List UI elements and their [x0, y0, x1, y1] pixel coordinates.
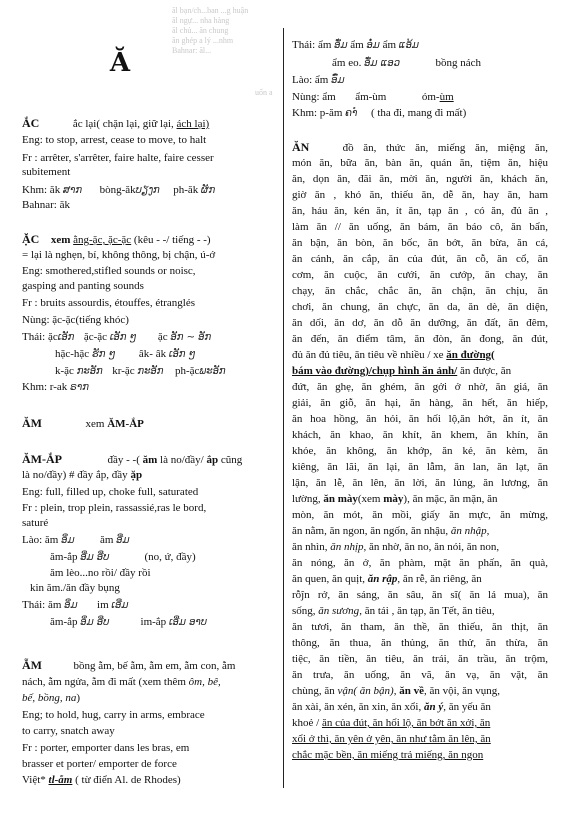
headword: ẴM — [22, 658, 42, 672]
headword: ĂM — [22, 416, 42, 430]
lao-script-glyphs: ເອັກ ໆ — [109, 332, 137, 343]
fr-line: Fr : porter, emporter dans les bras, em — [22, 742, 190, 754]
bleed-through-text: ăl bạn/ch...ban ...g huận — [172, 6, 249, 15]
lao-script-glyphs: ຣາກ — [70, 382, 89, 393]
lao-script-glyphs: ເອັກ — [57, 332, 75, 343]
dictionary-page: ăl bạn/ch...ban ...g huận ăl ngự... nha hàng ăl chủ... ăn chung ăn ghép a lý ...nhm Bahnar: ăl... uốn a Ă ẮC ắc lại( chặn lại, giữ lại, ách lại) Eng: to stop, arrest, cease to move, to halt Fr : arrêter, s'arrêter, faire halte, faire cesser subitement Khm: ăk ສາກ bòng-ăkບຽງກ ph-ăk ຜັກ Bahnar: ăk ẶC xem ằng-ặc, ặc-ặc (kêu - -/ tiếng - -) = lại là nghẹn, bí, không thông, bị chận, ú-ớ Eng: smothered,stifled sounds or noisc, gasping and panting sounds Fr : bruits assourdis, étouffes, étranglés Nùng: ặc-ặc(tiếng khóc) Thái: ặcເອັກ ặc-ặc ເອັກ ໆ ặc ອັກ ~ ອັກ hặc-hặc ຮັກ ໆ âk- âk ເອັກ ໆ k-ặc ກະອັກ kr-ặc ກະອັກ ph-ặcພະອັກ Khm: r-ak ຣາກ ĂM xem ĂM-ẮP ĂM-ẮP đầy - -( ăm là no/đầy/ ắp cũng là no/đầy) # đầy ắp, đầy ặp Eng: full, filled up, choke full, saturated Fr : plein, trop plein, rassassié,ras le bord, saturé Lào: ăm ອິ່ມ ăm ອີ່ມ ăm-ắp ອີ່ມ ອີ່ບ (no, ứ, đầy) ăm lèo...no rồi/ đầy rồi kin ăm./ăn đầy bụng Thái: ăm ອິ່ມ im ເອີ່ມ ăm-ắp ອິ່ມ ອີ່ບ im-ắp ເອີ່ມ ອາບ ẴM bồng ẵm, bế ẵm, ẵm em, ẵm con, ẵm nách, ẵm ngửa, ẵm đi mất (xem thêm ôm, bê, bế, bồng, na) Eng; to hold, hug, carry in arms, embrace to carry, snatch away Fr : porter, emporter dans les bras, em brasser et porter/ emporter de force Việt* tl-ẵm ( từ điển Al. de Rhodes) Thái: ẩm ອັ໋ມ ẩm ອໍ໋ມ ẩm ແອ້ມ ẩm eo. ອັ໋ມ ແອວ bồng nách Lào: ẩm ອົ໋ມ Nùng: ẩm ẩm-ùm óm-ùm Khm: p-ăm ຄາໍ ( tha đi, mang đi mất) ĂN đồ ăn, thức ăn, miếng ăn, miệng ăn, món ăn, bữa ăn, bàn ăn, quán ăn, tiệm ăn, hiệu ăn, dọn ăn, đãi ăn, mời ăn, người ăn, khách ăn, giờ ăn , khó ăn, thiếu ăn, dễ ăn, hay ăn, ham ăn, háu ăn, kén ăn, ít ăn, tạp ăn , có ăn, đủ ăn , làm ăn // ăn uống, ăn bám, ăn báo cô, ăn bẩn, ăn bận, ăn bòn, ăn bốc, ăn bớt, ăn bừa, ăn cá, ăn cánh, ăn cắp, ăn của đút, ăn cỗ, ăn cổ, ăn cơm, ăn cuộc, ăn cưới, ăn cướp, ăn chay, ăn chạy, ăn chắc, chắc ăn, ăn chận, ăn chịu, ăn chơi, ăn chung, ăn chực, ăn da, ăn dè, ăn diện, ăn dối, ăn dơ, ăn dỗ ăn dưỡng, ăn đất, ăn đêm, ăn đến, ăn điểm tâm, ăn đòn, ăn đong, ăn đút, đủ ăn đủ tiêu, ăn tiêu về nhiều / xe ăn đường( bám vào đường)/chụp hình ăn ảnh/ ăn được, ăn đứt, ăn ghẹ, ăn ghém, ăn gởi ở nhờ, ăn giá, ăn giải, ăn giỗ, ăn hại, ăn hàng, ăn hết, ăn hiếp, ăn hoa hồng, ăn hỏi, ăn hối lộ,ăn hớt, ăn ít, ăn khách, ăn khao, ăn khít, ăn khem, ăn khín, ăn khỏe, ăn không, ăn khớp, ăn kẻ, ăn kèm, ăn kiêng, ăn lãi, ăn lại, ăn lẫm, ăn lan, ăn lạt, ăn lận, ăn lễ, ăn lên, ăn lời, ăn lủng, ăn lương, ăn lường, ăn mày(xem mày), ăn mặc, ăn mặn, ăn mòn, ăn mót, ăn mồi, giấy ăn mực, ăn mừng, ăn nằm, ăn ngon, ăn ngốn, ăn nhậu, ăn nhập, ăn nhìn, ăn nhịp, ăn nhờ, ăn no, ăn nói, ăn non, ăn nóng, ăn ở, ăn phàm, mặt ăn phấn, ăn quà, ăn quen, ăn quịt, ăn rập, ăn rễ, ăn riêng, ăn rỗĵn rở, ăn sáng, ăn sâu, ăn sĩ( ăn lá mua), ăn sống, ăn sương, ăn tái , ăn tạp, ăn Tết, ăn tiêu, ăn tươi, ăn tham, ăn thề, ăn thiếu, ăn thịt, ăn thông, ăn thua, ăn thủng, ăn thử, ăn thừa, ăn tiệc, ăn tiền, ăn tiêu, ăn trái, ăn trầu, ăn trộm, ăn trưa, ăn uống, ăn vã, ăn vạ, ăn vặt, ăn chùng, ăn vận( ăn bận), ăn về, ăn vội, ăn vụng, ăn xài, ăn xén, ăn xin, ăn xổi, ăn ý, ăn yếu ăn khoẻ / ăn của đút, ăn hối lộ, ăn bớt ăn xởi, ăn xổi ở thì, ăn yên ở yên, ăn như tằm ăn lên, ăn chắc mặc bền, ăn miếng trả miếng, ăn ngon — [22, 6, 549, 786]
lao-line: kin ăm./ăn đầy bụng — [30, 582, 120, 594]
nung-line: Nùng: ặc-ặc(tiếng khóc) — [22, 314, 129, 326]
thai-line: ăm-ắp ອິ່ມ ອີ່ບ im-ắp ເອີ່ມ ອາບ — [50, 616, 207, 628]
lao-script-glyphs: ສາກ — [62, 185, 83, 196]
eng-line: Eng: smothered,stifled sounds or noisc, — [22, 265, 196, 277]
entry-ac2: ẶC xem ằng-ặc, ặc-ặc (kêu - -/ tiếng - -) — [22, 232, 211, 246]
entry-an: ĂN đồ ăn, thức ăn, miếng ăn, miệng ăn, — [292, 140, 549, 154]
lao-script-glyphs: ອັ໋ມ — [334, 40, 348, 51]
eng-line: Eng; to hold, hug, carry in arms, embrace — [22, 709, 205, 721]
fr-line: subitement — [22, 166, 71, 178]
headword: ĂN — [292, 140, 310, 154]
bleed-through-text: ăl chủ... ăn chung — [172, 26, 229, 35]
entry-am: ĂM xem ĂM-ẮP — [22, 416, 144, 430]
viet-line: Việt* tl-ẵm ( từ điển Al. de Rhodes) — [22, 774, 181, 786]
lao-script-glyphs: ອິ່ມ ອີ່ບ — [80, 617, 110, 628]
column-divider — [283, 28, 284, 788]
lao-script-glyphs: ຄາໍ — [345, 108, 358, 119]
headword: ĂM-ẮP — [22, 452, 62, 466]
lao-script-glyphs: ກະອັກ — [76, 366, 103, 377]
lao-script-glyphs: ຮັກ ໆ — [91, 349, 116, 360]
lao-script-glyphs: ພະອັກ — [199, 366, 226, 377]
fr-line: Fr : arrêter, s'arrêter, faire halte, faire cesser — [22, 152, 214, 164]
bleed-through-text: ăl ngự... nha hàng — [172, 16, 230, 25]
lao-script-glyphs: ເອີ່ມ ອາບ — [168, 617, 207, 628]
lao-script-glyphs: ບຽງກ — [135, 185, 160, 196]
lao-line: ăm lèo...no rồi/ đầy rồi — [50, 567, 151, 579]
lao-script-glyphs: ຜັກ — [201, 185, 216, 196]
bleed-through-text: uốn a — [255, 88, 273, 97]
lao-script-glyphs: ອົ໋ມ — [331, 75, 345, 86]
entry-am2: ẴM bồng ẵm, bế ẵm, ẵm em, ẵm con, ẵm — [22, 658, 236, 672]
thai-line: Thái: ặcເອັກ ặc-ặc ເອັກ ໆ ặc ອັກ ~ ອັກ — [22, 331, 212, 343]
lao-line: ăm-ắp ອີ່ມ ອີ່ບ (no, ứ, đầy) — [50, 551, 196, 563]
lao-script-glyphs: ອີ່ມ ອີ່ບ — [80, 552, 110, 563]
fr-line: Fr : plein, trop plein, rassassié,ras le bord, — [22, 502, 207, 514]
entry-ac: ẮC ắc lại( chặn lại, giữ lại, ách lại) — [22, 116, 210, 130]
headword: ẶC — [22, 232, 40, 246]
entry-am-ap: ĂM-ẮP đầy - -( ăm là no/đầy/ ắp cũng — [22, 452, 243, 466]
fr-line: saturé — [22, 517, 49, 529]
bleed-through-text: ăn ghép a lý ...nhm — [172, 36, 234, 45]
bleed-through-text: Bahnar: ăl... — [172, 46, 212, 55]
lao-script-glyphs: ອັກ ~ ອັກ — [170, 332, 212, 343]
lao-line: Lào: ẩm ອົ໋ມ — [292, 74, 345, 86]
eng-line: Eng: to stop, arrest, cease to move, to halt — [22, 134, 207, 146]
khm-line: Khm: p-ăm ຄາໍ ( tha đi, mang đi mất) — [292, 107, 467, 119]
thai-line: k-ặc ກະອັກ kr-ặc ກະອັກ ph-ặcພະອັກ — [55, 365, 226, 377]
lao-script-glyphs: ເອີ່ມ — [111, 600, 129, 611]
fr-line: Fr : bruits assourdis, étouffes, étranglés — [22, 297, 196, 309]
lao-line: Lào: ăm ອິ່ມ ăm ອີ່ມ — [22, 534, 130, 546]
thai-line: Thái: ăm ອິ່ມ im ເອີ່ມ — [22, 599, 129, 611]
section-letter: Ă — [109, 48, 131, 78]
khm-line: Khm: r-ak ຣາກ — [22, 381, 89, 393]
lao-script-glyphs: ເອັກ ໆ — [168, 349, 196, 360]
thai-line: Thái: ẩm ອັ໋ມ ẩm ອໍ໋ມ ẩm ແອ້ມ — [292, 39, 419, 51]
khm-line: Khm: ăk ສາກ bòng-ăkບຽງກ ph-ăk ຜັກ — [22, 184, 216, 196]
lao-script-glyphs: ອໍ໋ມ — [366, 40, 380, 51]
lao-script-glyphs: ອັ໋ມ ແອວ — [364, 58, 401, 69]
thai-line: ẩm eo. ອັ໋ມ ແອວ bồng nách — [332, 57, 482, 69]
eng-line: Eng: full, filled up, choke full, saturated — [22, 486, 199, 498]
lao-script-glyphs: ອິ່ມ — [61, 535, 75, 546]
lao-script-glyphs: ກະອັກ — [137, 366, 164, 377]
bahnar-line: Bahnar: ăk — [22, 199, 70, 211]
eng-line: to carry, snatch away — [22, 725, 115, 737]
headword: ẮC — [22, 116, 40, 130]
lao-script-glyphs: ແອ້ມ — [398, 40, 419, 51]
thai-line: hặc-hặc ຮັກ ໆ âk- âk ເອັກ ໆ — [55, 348, 196, 360]
lao-script-glyphs: ອິ່ມ — [64, 600, 78, 611]
fr-line: brasser et porter/ emporter de force — [22, 758, 177, 770]
lao-script-glyphs: ອີ່ມ — [116, 535, 130, 546]
eng-line: gasping and panting sounds — [22, 280, 144, 292]
nung-line: Nùng: ẩm ẩm-ùm óm-ùm — [292, 91, 454, 103]
